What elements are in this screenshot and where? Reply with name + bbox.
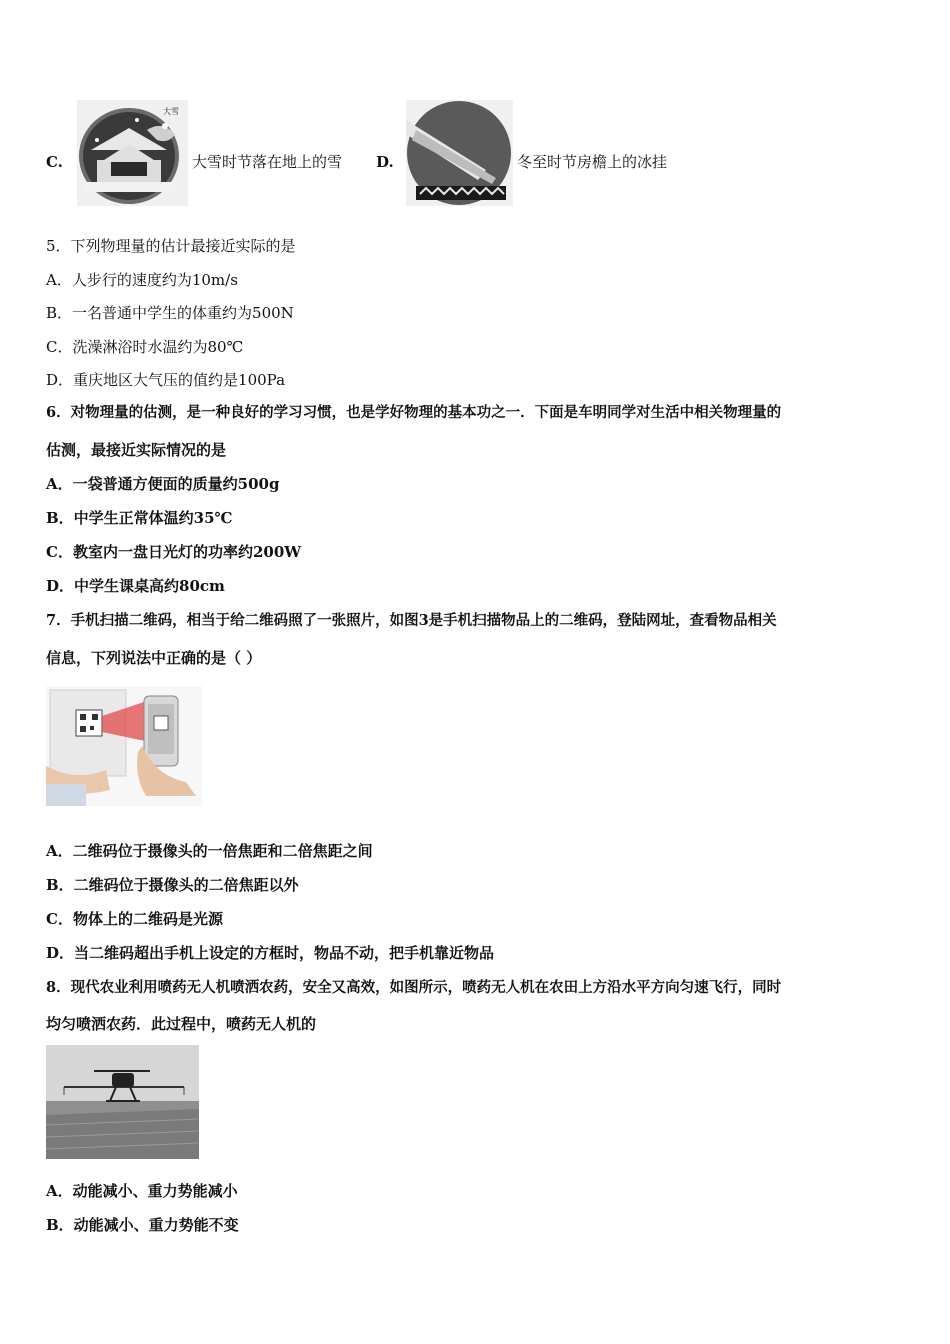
q5-option-b: B．一名普通中学生的体重约为500N bbox=[46, 304, 294, 322]
snow-temple-image bbox=[77, 100, 188, 206]
icicle-image bbox=[406, 100, 513, 206]
q8-stem-line2: 均匀喷洒农药．此过程中，喷药无人机的 bbox=[46, 1015, 317, 1033]
q7-option-b: B．二维码位于摄像头的二倍焦距以外 bbox=[46, 876, 299, 894]
q7-stem-line1: 7．手机扫描二维码，相当于给二维码照了一张照片，如图3是手机扫描物品上的二维码，登陆网址，查看物品相关 bbox=[46, 612, 777, 629]
qr-scan-image bbox=[46, 686, 202, 806]
q6-option-c: C．教室内一盘日光灯的功率约200W bbox=[46, 543, 302, 561]
drone-image bbox=[46, 1045, 199, 1159]
q8-option-b: B．动能减小、重力势能不变 bbox=[46, 1216, 239, 1234]
q7-option-c: C．物体上的二维码是光源 bbox=[46, 910, 223, 928]
q8-stem-line1: 8．现代农业利用喷药无人机喷洒农药，安全又高效，如图所示，喷药无人机在农田上方沿水平方向匀速飞行，同时 bbox=[46, 979, 782, 996]
q5-option-a: A．人步行的速度约为10m/s bbox=[46, 271, 238, 289]
q7-stem-line2: 信息，下列说法中正确的是（ ） bbox=[46, 649, 262, 667]
q5-stem: 5．下列物理量的估计最接近实际的是 bbox=[46, 237, 296, 255]
icicle-illustration bbox=[406, 100, 513, 206]
q6-stem-line2: 估测，最接近实际情况的是 bbox=[46, 441, 227, 459]
option-c-caption: 大雪时节落在地上的雪 bbox=[192, 153, 343, 171]
q6-stem-line1: 6．对物理量的估测，是一种良好的学习习惯，也是学好物理的基本功之一．下面是车明同学对生活中相关物理量的 bbox=[46, 404, 782, 421]
option-letter-c: C. bbox=[46, 153, 63, 171]
option-d-caption: 冬至时节房檐上的冰挂 bbox=[517, 153, 668, 171]
q5-option-c: C．洗澡淋浴时水温约为80℃ bbox=[46, 338, 244, 356]
q5-option-d: D．重庆地区大气压的值约是100Pa bbox=[46, 371, 286, 389]
q6-option-b: B．中学生正常体温约35℃ bbox=[46, 509, 233, 527]
q8-option-a: A．动能减小、重力势能减小 bbox=[46, 1182, 238, 1200]
q6-option-a: A．一袋普通方便面的质量约500g bbox=[46, 475, 280, 493]
drone-illustration bbox=[46, 1045, 199, 1159]
q7-option-d: D．当二维码超出手机上设定的方框时，物品不动，把手机靠近物品 bbox=[46, 944, 495, 962]
q6-option-d: D．中学生课桌高约80cm bbox=[46, 577, 225, 595]
q7-option-a: A．二维码位于摄像头的一倍焦距和二倍焦距之间 bbox=[46, 842, 373, 860]
option-letter-d: D. bbox=[376, 153, 394, 171]
qr-scan-illustration bbox=[46, 686, 202, 806]
snow-stamp-text: 大雪 bbox=[163, 107, 179, 116]
